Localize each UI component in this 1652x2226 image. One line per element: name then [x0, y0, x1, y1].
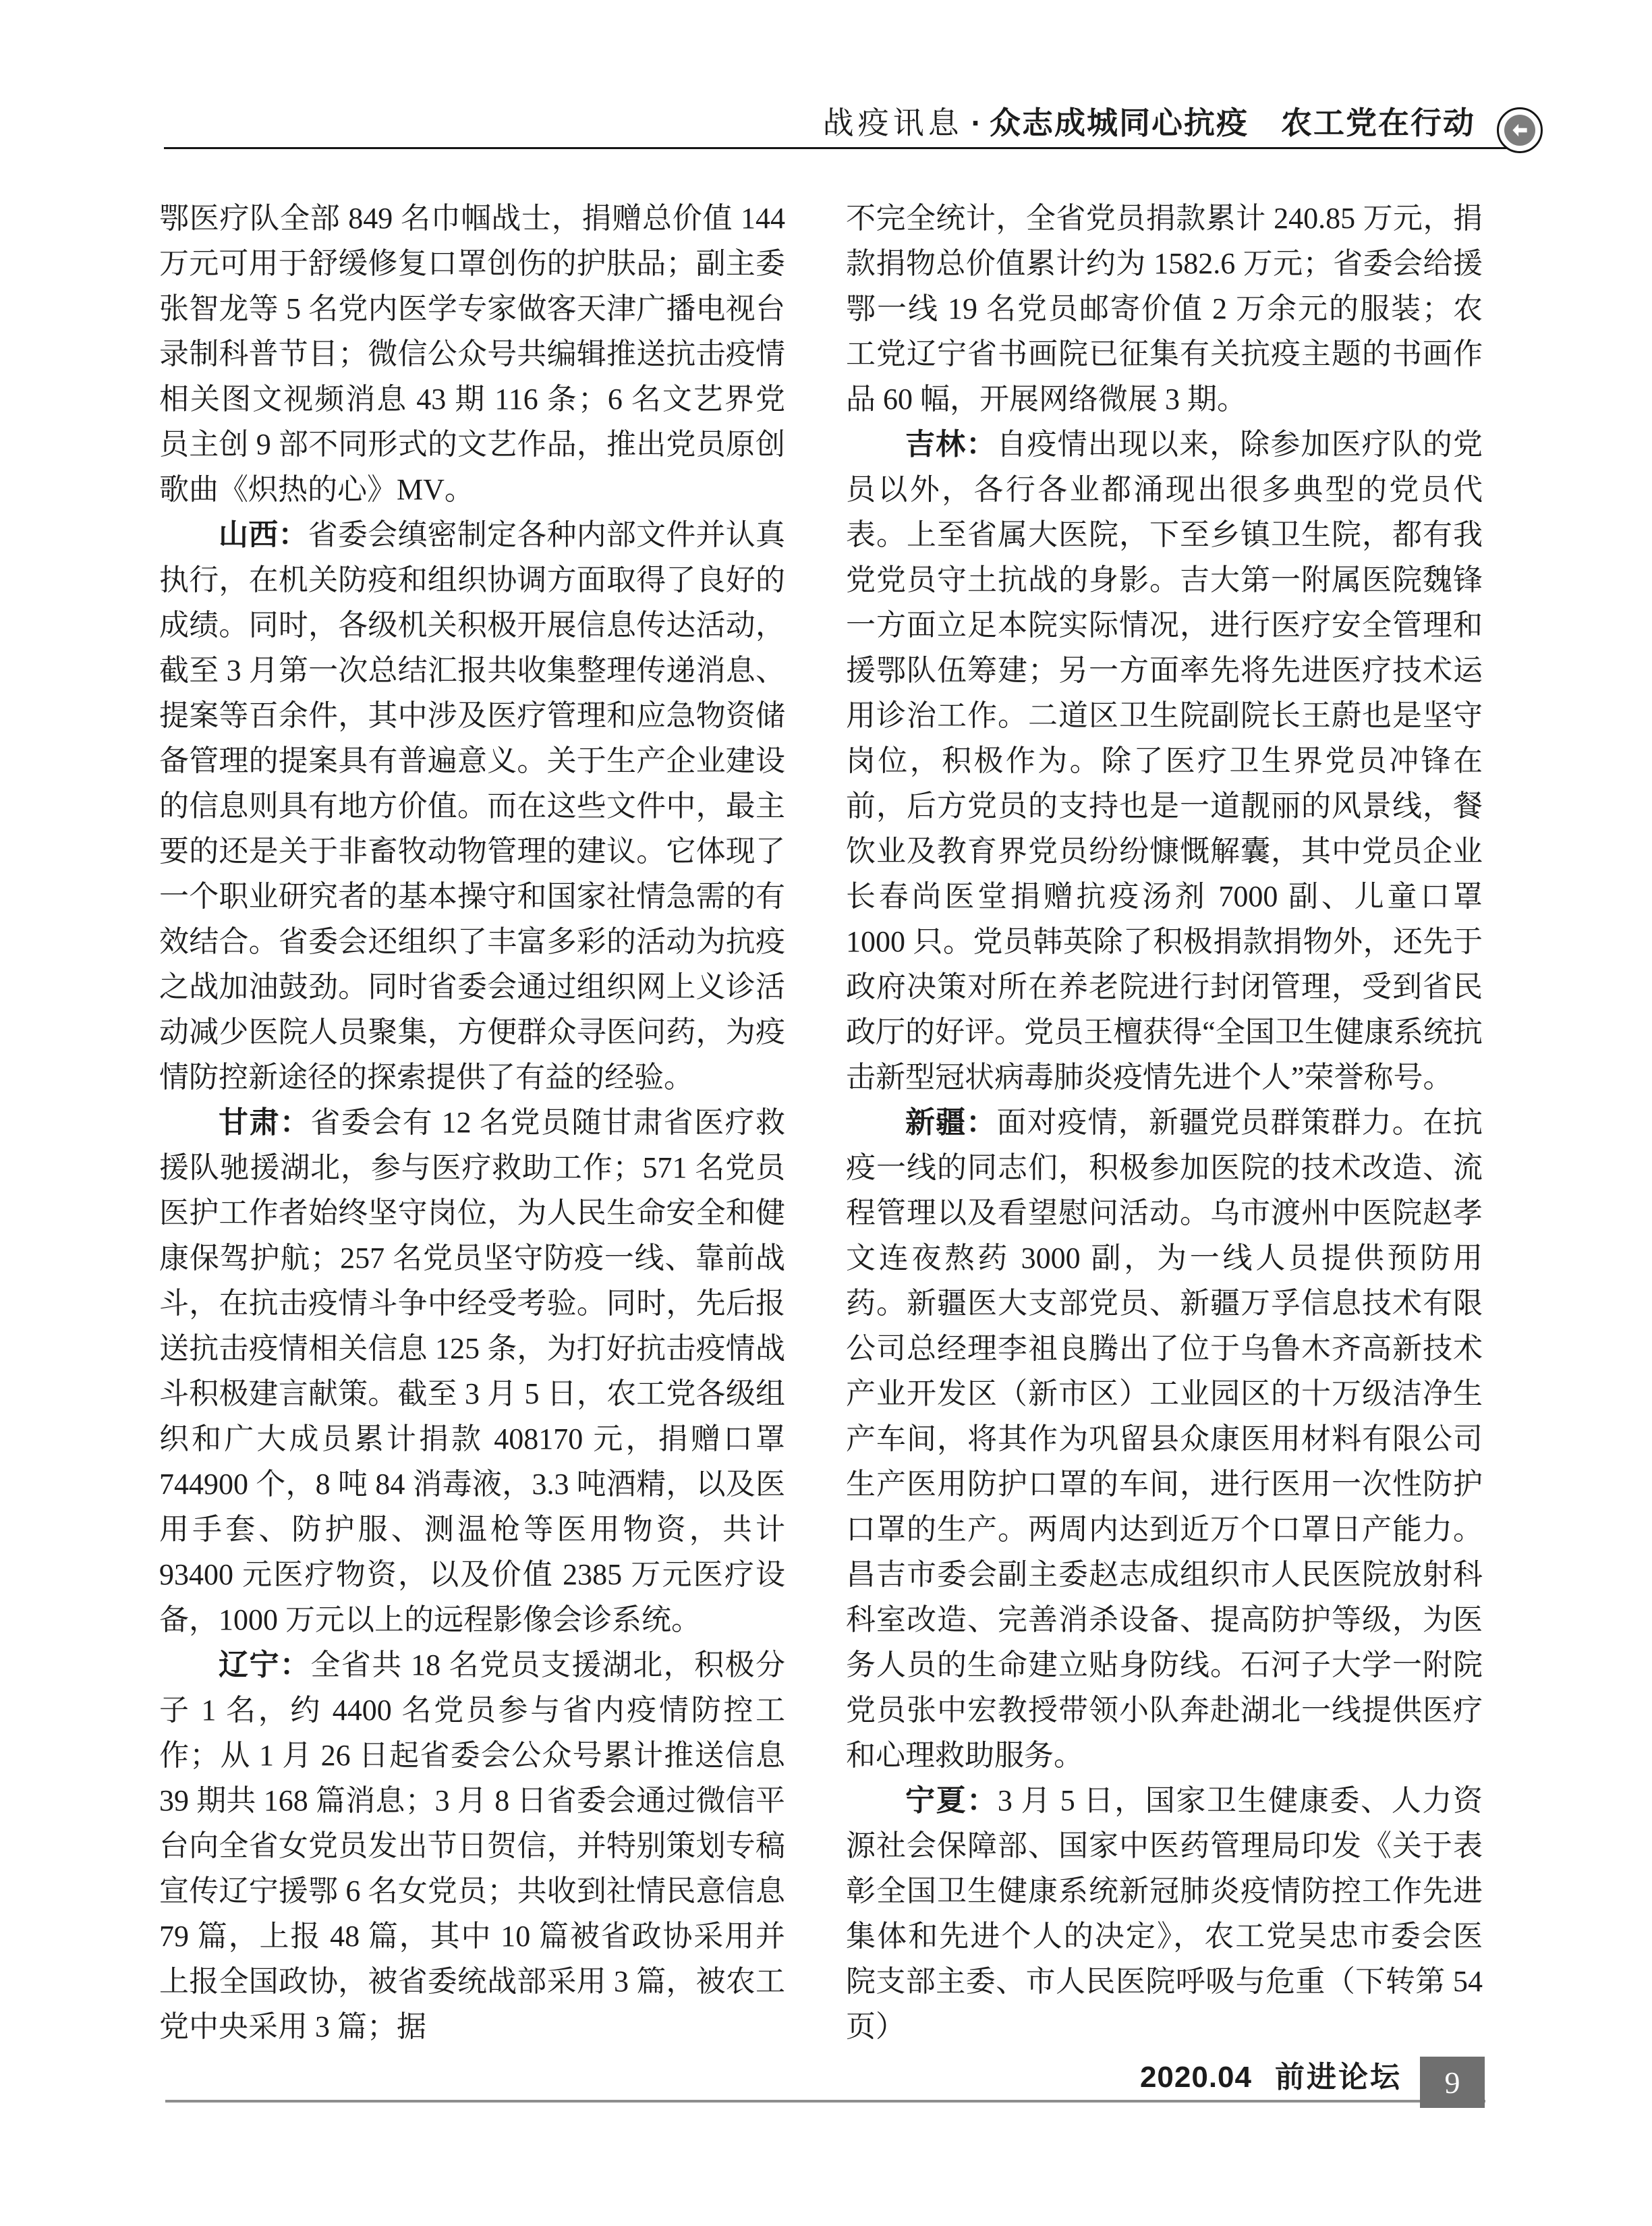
province-label: 宁夏： [905, 1784, 998, 1817]
arrow-left-circle-icon [1497, 107, 1543, 153]
paragraph-text: 3 月 5 日，国家卫生健康委、人力资源社会保障部、国家中医药管理局印发《关于表彰全国卫生健康系统新冠肺炎疫情防控工作先进集体和先进个人的决定》，农工党吴忠市委会医院支部主委、市人民医院呼吸与危重（下转第 54 页） [846, 1784, 1483, 2043]
header-article-title: 众志成城同心抗疫 农工党在行动 [990, 105, 1475, 140]
header-section-label: 战疫讯息 [822, 106, 963, 140]
paragraph-text: 省委会有 12 名党员随甘肃省医疗救援队驰援湖北，参与医疗救助工作；571 名党员医护工作者始终坚守岗位，为人民生命安全和健康保驾护航；257 名党员坚守防疫一线、靠前战斗，在抗击疫情斗争中经受考验。同时，先后报送抗击疫情相关信息 125 条，为打好抗击疫情战斗积极建言献策。截至 3 月 5 日，农工党各级组织和广大成员累计捐款 408170 元，捐赠口罩 744900 个，8 吨 84 消毒液，3.3 吨酒精，以及医用手套、防护服、测温枪等医用物资，共计 93400 元医疗物资，以及价值 2385 万元医疗设备，1000 万元以上的远程影像会诊系统。 [159, 1106, 786, 1636]
page-number-badge [1420, 2057, 1485, 2108]
footer-imprint [1140, 2058, 1402, 2097]
paragraph-text: 鄂医疗队全部 849 名巾帼战士，捐赠总价值 144 万元可用于舒缓修复口罩创伤的护肤品；副主委张智龙等 5 名党内医学专家做客天津广播电视台录制科普节目；微信公众号共编辑推送抗击疫情相关图文视频消息 43 期 116 条；6 名文艺界党员主创 9 部不同形式的文艺作品，推出党员原创歌曲《炽热的心》MV。 [159, 202, 785, 506]
province-label: 山西： [219, 518, 308, 551]
paragraph-liaoning [159, 1642, 785, 2049]
footer-rule [165, 2100, 1485, 2103]
paragraph-text: 自疫情出现以来，除参加医疗队的党员以外，各行各业都涌现出很多典型的党员代表。上至省属大医院，下至乡镇卫生院，都有我党党员守土抗战的身影。吉大第一附属医院魏锋一方面立足本院实际情况，进行医疗安全管理和援鄂队伍筹建；另一方面率先将先进医疗技术运用诊治工作。二道区卫生院副院长王蔚也是坚守岗位，积极作为。除了医疗卫生界党员冲锋在前，后方党员的支持也是一道靓丽的风景线，餐饮业及教育界党员纷纷慷慨解囊，其中党员企业长春尚医堂捐赠抗疫汤剂 7000 副、儿童口罩 1000 只。党员韩英除了积极捐款捐物外，还先于政府决策对所在养老院进行封闭管理，受到省民政厅的好评。党员王檀获得“全国卫生健康系统抗击新型冠状病毒肺炎疫情先进个人”荣誉称号。 [846, 428, 1483, 1094]
header-separator-dot: · [971, 105, 981, 140]
page-header-title [823, 105, 1475, 141]
paragraph-text: 不完全统计，全省党员捐款累计 240.85 万元，捐款捐物总价值累计约为 1582.6 万元；省委会给援鄂一线 19 名党员邮寄价值 2 万余元的服装；农工党辽宁省书画院已征集有关抗疫主题的书画作品 60 幅，开展网络微展 3 期。 [846, 202, 1483, 416]
paragraph-text: 全省共 18 名党员支援湖北，积极分子 1 名，约 4400 名党员参与省内疫情防控工作；从 1 月 26 日起省委会公众号累计推送信息 39 期共 168 篇消息；3 月 8 日省委会通过微信平台向全省女党员发出节日贺信，并特别策划专稿宣传辽宁援鄂 6 名女党员；共收到社情民意信息 79 篇，上报 48 篇，其中 10 篇被省政协采用并上报全国政协，被省委统战部采用 3 篇，被农工党中央采用 3 篇；据 [159, 1648, 786, 2043]
paragraph-jilin [846, 422, 1483, 1100]
paragraph-continuation [159, 196, 785, 512]
page-number: 9 [1444, 2065, 1460, 2100]
paragraph-shanxi [159, 512, 785, 1100]
province-label: 吉林： [905, 428, 997, 461]
arrow-left-disk [1504, 115, 1535, 146]
paragraph-xinjiang [846, 1100, 1483, 1778]
footer-journal-name: 前进论坛 [1275, 2061, 1402, 2094]
province-label: 新疆： [905, 1106, 997, 1139]
text-column-left [159, 196, 785, 2049]
text-column-right [846, 196, 1483, 2049]
arrow-left-glyph [1510, 120, 1530, 140]
header-rule [164, 147, 1508, 149]
paragraph-text: 省委会缜密制定各种内部文件并认真执行，在机关防疫和组织协调方面取得了良好的成绩。同时，各级机关积极开展信息传达活动，截至 3 月第一次总结汇报共收集整理传递消息、提案等百余件，其中涉及医疗管理和应急物资储备管理的提案具有普遍意义。关于生产企业建设的信息则具有地方价值。而在这些文件中，最主要的还是关于非畜牧动物管理的建议。它体现了一个职业研究者的基本操守和国家社情急需的有效结合。省委会还组织了丰富多彩的活动为抗疫之战加油鼓劲。同时省委会通过组织网上义诊活动减少医院人员聚集，方便群众寻医问药，为疫情防控新途径的探索提供了有益的经验。 [159, 518, 786, 1094]
paragraph-gansu [159, 1100, 785, 1642]
paragraph-ningxia [846, 1778, 1483, 2049]
paragraph-continuation [846, 196, 1483, 422]
province-label: 辽宁： [219, 1648, 311, 1681]
paragraph-text: 面对疫情，新疆党员群策群力。在抗疫一线的同志们，积极参加医院的技术改造、流程管理以及看望慰问活动。乌市渡州中医院赵孝文连夜熬药 3000 副，为一线人员提供预防用药。新疆医大支部党员、新疆万孚信息技术有限公司总经理李祖良腾出了位于乌鲁木齐高新技术产业开发区（新市区）工业园区的十万级洁净生产车间，将其作为巩留县众康医用材料有限公司生产医用防护口罩的车间，进行医用一次性防护口罩的生产。两周内达到近万个口罩日产能力。昌吉市委会副主委赵志成组织市人民医院放射科科室改造、完善消杀设备、提高防护等级，为医务人员的生命建立贴身防线。石河子大学一附院党员张中宏教授带领小队奔赴湖北一线提供医疗和心理救助服务。 [846, 1106, 1483, 1772]
province-label: 甘肃： [219, 1106, 311, 1139]
footer-issue-date: 2020.04 [1139, 2061, 1252, 2094]
